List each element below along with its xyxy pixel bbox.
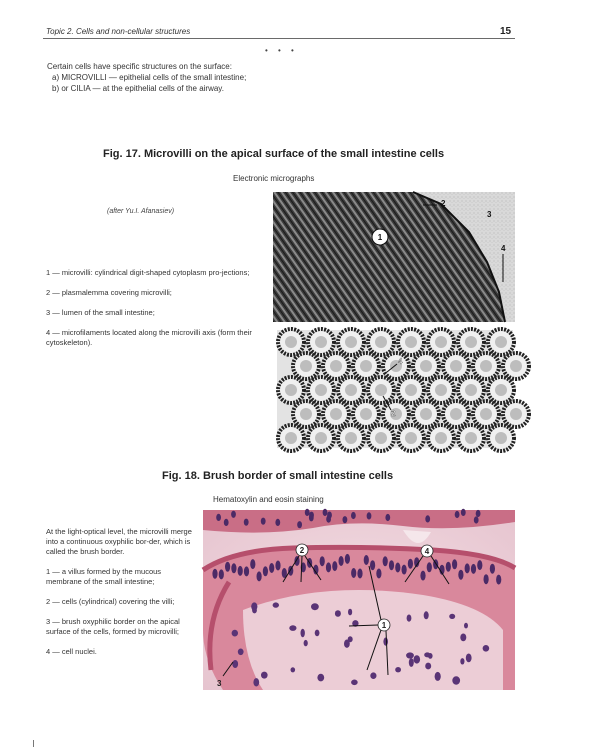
nucleus <box>452 559 457 569</box>
microvilli-cross-sections <box>278 329 529 451</box>
microfilament-core <box>435 384 447 396</box>
microfilament-core <box>495 336 507 348</box>
header-rule <box>43 38 515 39</box>
fig18-legend-item-2: 2 — cells (cylindrical) covering the villi; <box>46 597 175 606</box>
nucleus <box>261 672 268 679</box>
nucleus <box>244 566 249 576</box>
nucleus <box>446 562 451 572</box>
fig17-legend <box>46 268 260 358</box>
nucleus <box>408 559 413 569</box>
nucleus <box>383 638 388 646</box>
nucleus <box>427 562 432 572</box>
fig18-subtitle: Hematoxylin and eosin staining <box>213 495 324 504</box>
microfilament-core <box>300 408 312 420</box>
nucleus <box>351 680 358 686</box>
microfilament-core <box>495 432 507 444</box>
nucleus <box>376 569 381 579</box>
nucleus <box>370 672 376 679</box>
fig18-micrograph <box>203 510 515 690</box>
nucleus <box>327 512 332 519</box>
nucleus <box>383 556 388 566</box>
nucleus <box>332 561 337 571</box>
nucleus <box>212 569 217 579</box>
nucleus <box>238 566 243 576</box>
fig17-legend-item-4: 4 — microfilaments located along the microvilli axis (form their cytoskeleton). <box>46 328 252 347</box>
nucleus <box>425 663 431 670</box>
microfilament-core <box>315 432 327 444</box>
page-number: 15 <box>500 26 512 37</box>
nucleus <box>425 515 430 522</box>
nucleus <box>311 603 319 610</box>
nucleus <box>238 649 244 656</box>
nucleus <box>345 554 350 564</box>
nucleus <box>297 521 302 528</box>
fig17-legend-item-2: 2 — plasmalemma covering microvilli; <box>46 288 172 297</box>
nucleus <box>253 678 259 686</box>
microfilament-core <box>330 408 342 420</box>
label-2b: 2 <box>391 409 396 418</box>
microfilament-core <box>510 360 522 372</box>
label-4: 4 <box>501 244 506 253</box>
nucleus <box>216 514 221 521</box>
nucleus <box>414 655 421 663</box>
nucleus <box>320 556 325 566</box>
nucleus <box>477 560 482 570</box>
nucleus <box>395 563 400 573</box>
fig17-micrograph-longitudinal <box>273 192 515 322</box>
microfilament-core <box>375 432 387 444</box>
microfilament-core <box>495 384 507 396</box>
nucleus <box>348 609 352 616</box>
microfilament-core <box>480 408 492 420</box>
nucleus <box>219 569 224 579</box>
microfilament-core <box>285 384 297 396</box>
fig18-intro: At the light-optical level, the microvilli merge into a continuous oxyphilic bor-der, which is called the brush border. <box>46 527 192 556</box>
nucleus <box>449 614 455 619</box>
microfilament-core <box>420 408 432 420</box>
label-3: 3 <box>217 679 222 688</box>
nucleus <box>232 660 238 668</box>
nucleus <box>455 511 460 518</box>
fig17-title: Fig. 17. Microvilli on the apical surface of the small intestine cells <box>103 148 445 160</box>
label-2: 2 <box>441 199 446 208</box>
microfilament-core <box>375 384 387 396</box>
nucleus <box>291 667 296 672</box>
nucleus <box>326 562 331 572</box>
nucleus <box>315 630 320 637</box>
microfilament-core <box>435 336 447 348</box>
nucleus <box>420 571 425 581</box>
label-2: 2 <box>299 546 305 555</box>
microfilament-core <box>435 432 447 444</box>
nucleus <box>402 565 407 575</box>
nucleus <box>409 658 414 667</box>
nucleus <box>452 676 460 684</box>
nucleus <box>348 636 353 642</box>
nucleus <box>309 512 314 519</box>
nucleus <box>461 509 466 516</box>
microfilament-core <box>480 360 492 372</box>
fig18-legend-item-1: 1 — a villus formed by the mucous membrane of the small intestine; <box>46 567 162 586</box>
nucleus <box>460 658 464 664</box>
nucleus <box>395 667 401 672</box>
fig17-subtitle: Electronic micrographs <box>233 174 315 183</box>
nucleus <box>389 560 394 570</box>
nucleus <box>289 625 296 631</box>
nucleus <box>263 566 268 576</box>
nucleus <box>424 652 430 657</box>
microfilament-core <box>345 384 357 396</box>
nucleus <box>367 512 372 519</box>
microfilament-core <box>405 384 417 396</box>
running-title: Topic 2. Cells and non-cellular structures <box>46 27 191 36</box>
microfilament-core <box>450 360 462 372</box>
nucleus <box>250 559 255 569</box>
nucleus <box>351 568 356 578</box>
nucleus <box>435 672 441 681</box>
nucleus <box>339 556 344 566</box>
nucleus <box>225 562 230 572</box>
nucleus <box>304 640 308 646</box>
nucleus <box>458 570 463 580</box>
nucleus <box>275 519 280 526</box>
nucleus <box>232 630 238 637</box>
nucleus <box>261 518 266 525</box>
intro-item-cilia: b) or CILIA — at the epithelial cells of the airway. <box>52 84 224 93</box>
nucleus <box>269 563 274 573</box>
intro-lead: Certain cells have specific structures on the surface: <box>47 62 232 71</box>
nucleus <box>224 519 229 526</box>
nucleus <box>335 610 341 617</box>
microfilament-core <box>405 432 417 444</box>
microfilament-core <box>300 360 312 372</box>
nucleus <box>231 511 236 518</box>
intro-text <box>47 61 246 94</box>
nucleus <box>273 602 279 607</box>
nucleus <box>305 509 310 516</box>
nucleus <box>231 563 236 573</box>
fig18-text <box>46 527 198 667</box>
intro-item-microvilli: a) MICROVILLI — epithelial cells of the small intestine; <box>52 73 247 82</box>
nucleus <box>257 571 262 581</box>
label-4b: 4 <box>398 357 403 366</box>
fig17-micrograph-cross-section <box>277 330 513 448</box>
microfilament-core <box>330 360 342 372</box>
nucleus <box>385 514 390 521</box>
fig17-legend-item-3: 3 — lumen of the small intestine; <box>46 308 155 317</box>
nucleus <box>294 556 299 566</box>
nucleus <box>364 555 369 565</box>
nucleus <box>244 519 249 526</box>
nucleus <box>357 569 362 579</box>
nucleus <box>476 510 481 517</box>
microfilament-core <box>510 408 522 420</box>
microfilament-core <box>345 432 357 444</box>
microfilament-core <box>405 336 417 348</box>
nucleus <box>351 512 356 519</box>
label-1: 1 <box>377 233 383 242</box>
nucleus <box>465 563 470 573</box>
microfilament-core <box>375 336 387 348</box>
nucleus <box>407 615 412 622</box>
nucleus <box>323 509 328 516</box>
nucleus <box>424 611 429 619</box>
label-4: 4 <box>424 547 430 556</box>
nucleus <box>343 516 348 523</box>
nucleus <box>496 575 501 585</box>
page-edge-mark <box>33 740 34 747</box>
nucleus <box>370 560 375 570</box>
microfilament-core <box>465 384 477 396</box>
microfilament-core <box>315 384 327 396</box>
fig17-credit: (after Yu.I. Afanasiev) <box>107 208 175 215</box>
nucleus <box>483 645 490 652</box>
nucleus <box>471 564 476 574</box>
nucleus <box>490 564 495 574</box>
microfilament-core <box>285 432 297 444</box>
fig18-legend-item-4: 4 — cell nuclei. <box>46 647 97 656</box>
nucleus <box>275 561 280 571</box>
label-1: 1 <box>381 621 387 630</box>
microfilament-core <box>420 360 432 372</box>
nucleus <box>466 654 472 663</box>
nucleus <box>317 674 324 682</box>
nucleus <box>484 574 489 584</box>
fig18-title: Fig. 18. Brush border of small intestine cells <box>162 470 394 482</box>
microfilament-core <box>315 336 327 348</box>
nucleus <box>464 623 468 629</box>
microfilament-core <box>360 408 372 420</box>
nucleus <box>474 516 479 523</box>
nucleus <box>406 652 414 658</box>
microfilament-core <box>465 336 477 348</box>
microfilament-core <box>345 336 357 348</box>
nucleus <box>252 607 257 613</box>
fig17-legend-item-1: 1 — microvilli: cylindrical digit-shaped cytoplasm pro-jections; <box>46 268 250 277</box>
section-separator: • • • <box>265 46 298 55</box>
microfilament-core <box>285 336 297 348</box>
nucleus <box>301 629 305 638</box>
fig18-legend-item-3: 3 — brush oxyphilic border on the apical surface of the cells, formed by microvilli; <box>46 617 180 636</box>
microfilament-core <box>450 408 462 420</box>
microfilament-core <box>465 432 477 444</box>
label-3: 3 <box>487 210 492 219</box>
microfilament-core <box>360 360 372 372</box>
nucleus <box>460 634 466 642</box>
